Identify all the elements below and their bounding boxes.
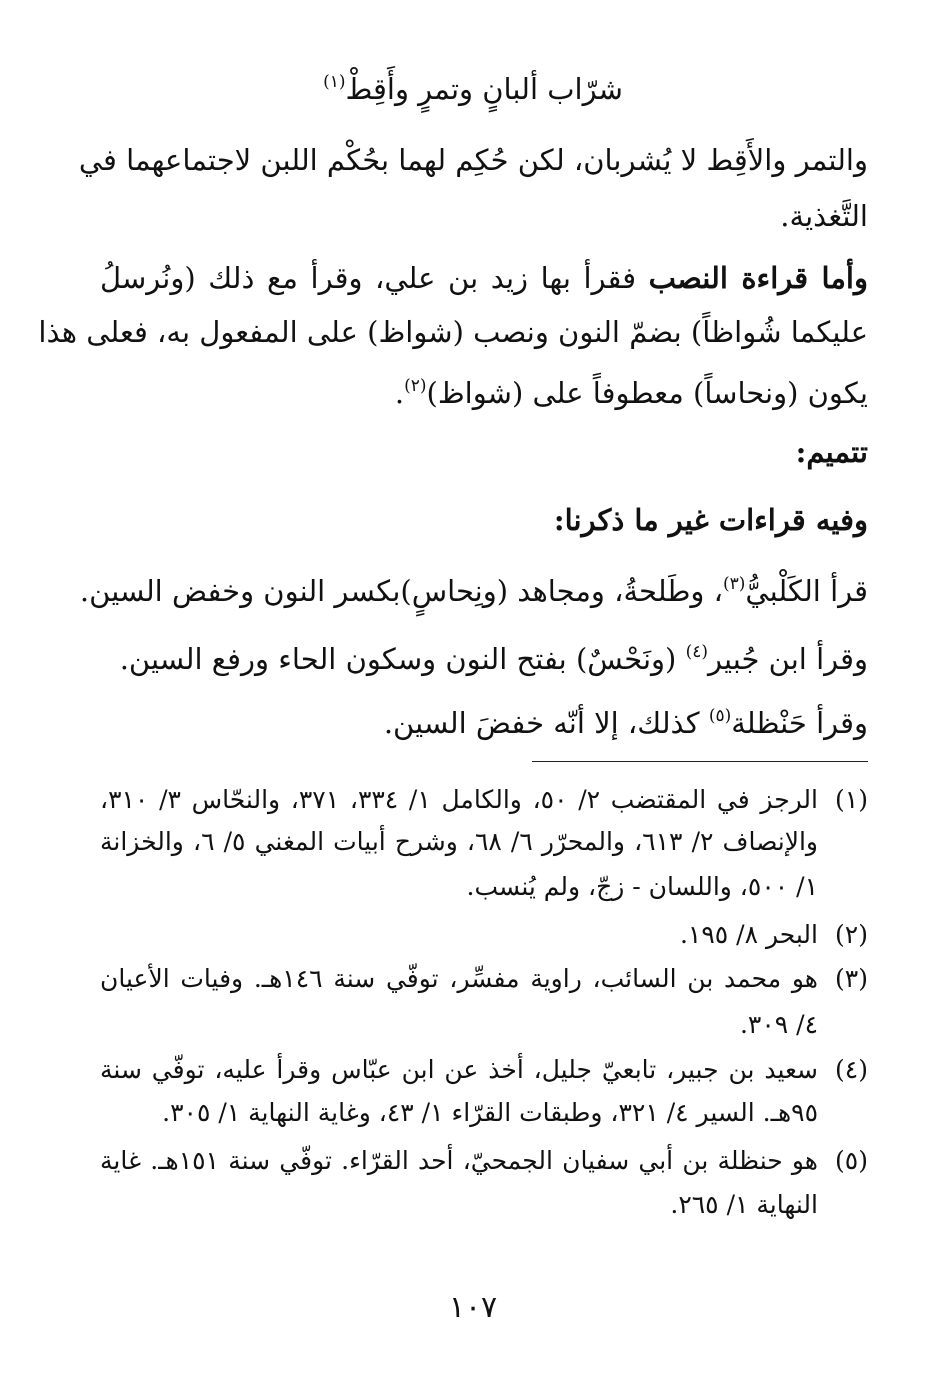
body-line: عليكما شُواظاً) بضمّ النون ونصب (شواظ) على المفعول به، فعلى هذا bbox=[38, 315, 868, 349]
footnote-number: (٢) bbox=[835, 920, 868, 949]
footnote-line: البحر ٨/ ١٩٥. bbox=[679, 920, 818, 949]
body-text: فقرأ بها زيد بن علي، وقرأ مع ذلك (ونُرسلُ bbox=[100, 261, 649, 295]
footnote-number: (٣) bbox=[835, 964, 868, 993]
reading-text: وقرأ حَنْظلة bbox=[731, 706, 868, 740]
bold-phrase: وأما قراءة النصب bbox=[648, 261, 868, 295]
footnote-line: الرجز في المقتضب ٢/ ٥٠، والكامل ١/ ٣٣٤، ٣٧١، والنحّاس ٣/ ٣١٠، bbox=[100, 785, 819, 814]
body-line: التَّغذية. bbox=[780, 199, 868, 233]
reading-text: وقرأ ابن جُبير bbox=[708, 642, 868, 676]
reading-text: ، وطَلحةُ، ومجاهد (ونِحاسٍ)بكسر النون وخفض السين. bbox=[79, 574, 723, 608]
footnote-line: النهاية ١/ ٢٦٥. bbox=[670, 1190, 818, 1219]
footnote-ref-5: (٥) bbox=[708, 706, 732, 726]
footnote-number: (١) bbox=[835, 785, 868, 814]
reading-text: قرأ الكَلْبيُّ bbox=[745, 574, 868, 608]
footnote-line: ١/ ٥٠٠، واللسان - زجّ، ولم يُنسب. bbox=[466, 872, 818, 901]
reading-line bbox=[79, 564, 868, 611]
verse-text: شرّاب ألبانٍ وتمرٍ وأَقِطْ bbox=[345, 72, 623, 106]
body-line: والتمر والأَقِط لا يُشربان، لكن حُكِم لهما بحُكْم اللبن لاجتماعهما في bbox=[78, 143, 868, 177]
footnote-number: (٥) bbox=[835, 1146, 868, 1175]
reading-text: (ونَحْسٌ) بفتح النون وسكون الحاء ورفع السين. bbox=[119, 642, 686, 676]
footnote-line: هو محمد بن السائب، راوية مفسِّر، توفّي سنة ١٤٦هـ. وفيات الأعيان bbox=[100, 964, 818, 993]
footnote-ref-1: (١) bbox=[323, 72, 346, 92]
reading-line bbox=[100, 632, 868, 679]
body-text: يكون (ونحاساً) معطوفاً على (شواظ) bbox=[426, 376, 868, 410]
footnote-line: والإنصاف ٢/ ٦١٣، والمحرّر ٦/ ٦٨، وشرح أبيات المغني ٥/ ٦، والخزانة bbox=[100, 827, 818, 856]
body-line bbox=[100, 366, 868, 413]
reading-line bbox=[100, 696, 868, 743]
footnote-divider bbox=[532, 761, 868, 762]
footnote-line: ٤/ ٣٠٩. bbox=[739, 1010, 818, 1039]
footnote-number: (٤) bbox=[835, 1055, 868, 1084]
footnote-ref-3: (٣) bbox=[723, 574, 746, 594]
section-intro: وفيه قراءات غير ما ذكرنا: bbox=[553, 503, 868, 537]
body-line bbox=[100, 258, 868, 298]
footnote-ref-2: (٢) bbox=[404, 376, 427, 396]
page-number: ١٠٧ bbox=[448, 1290, 498, 1325]
period: . bbox=[394, 376, 405, 410]
poetry-verse bbox=[0, 72, 946, 106]
footnote-ref-4: (٤) bbox=[685, 642, 708, 662]
reading-text: كذلك، إلا أنّه خفضَ السين. bbox=[383, 706, 709, 740]
section-title: تتميم: bbox=[795, 435, 868, 469]
footnote-line: ٩٥هـ. السير ٤/ ٣٢١، وطبقات القرّاء ١/ ٤٣، وغاية النهاية ١/ ٣٠٥. bbox=[162, 1098, 818, 1127]
footnote-line: سعيد بن جبير، تابعيّ جليل، أخذ عن ابن عبّاس وقرأ عليه، توفّي سنة bbox=[100, 1055, 818, 1084]
footnote-line: هو حنظلة بن أبي سفيان الجمحيّ، أحد القرّاء. توفّي سنة ١٥١هـ. غاية bbox=[100, 1146, 818, 1175]
